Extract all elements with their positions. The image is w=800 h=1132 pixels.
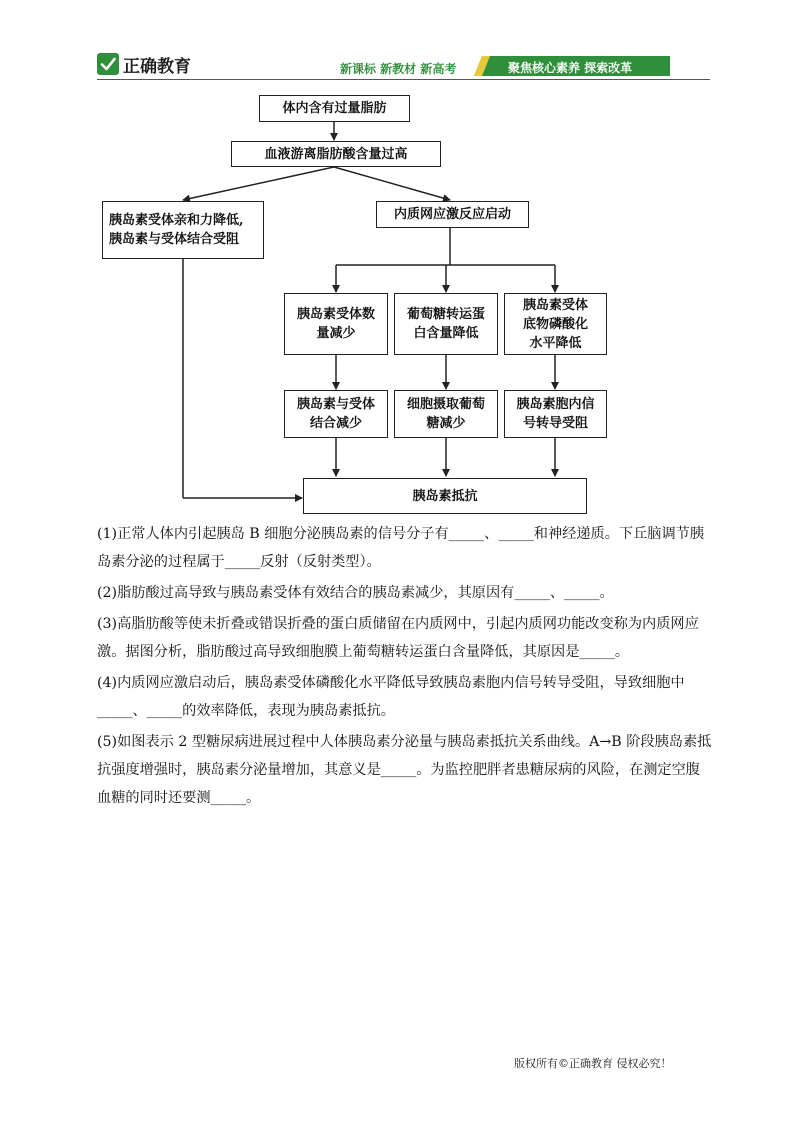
box-label-line: 胰岛素与受体结合受阻 (109, 232, 240, 247)
box-signal-transduction (504, 390, 607, 438)
box-label: 血液游离脂肪酸含量过高 (264, 146, 408, 162)
logo-text: 正确教育 (123, 56, 191, 77)
box-label: 体内含有过量脂肪 (282, 101, 387, 116)
box-glucose-uptake (394, 390, 498, 438)
box-label-line: 结合减少 (309, 416, 362, 431)
box-glucose-transporter (394, 293, 498, 355)
box-label-line: 胰岛素胞内信 (516, 397, 595, 412)
box-label-line: 胰岛素受体亲和力降低, (109, 213, 244, 228)
box-excess-fat (259, 95, 410, 122)
box-label-line: 量减少 (316, 326, 356, 341)
flowchart-connectors (0, 0, 800, 520)
box-label-line: 号转导受阻 (522, 416, 588, 431)
question-1: (1)正常人体内引起胰岛 B 细胞分泌胰岛素的信号分子有_____、_____和神经递质。下丘脑调节胰岛素分泌的过程属于_____反射（反射类型）。 (97, 526, 705, 570)
question-list (97, 520, 712, 815)
box-substrate-phosphorylation (504, 293, 607, 355)
question-5: (5)如图表示 2 型糖尿病进展过程中人体胰岛素分泌量与胰岛素抵抗关系曲线。A→B 阶段胰岛素抵抗强度增强时，胰岛素分泌量增加，其意义是_____。为监控肥胖者患糖尿病的风险，在测定空腹血糖的同时还要测_____。 (97, 734, 712, 806)
box-label-line: 胰岛素受体 (522, 297, 588, 313)
box-label-line: 胰岛素与受体 (296, 397, 375, 412)
box-binding-decrease (284, 390, 388, 438)
question-3: (3)高脂肪酸等使未折叠或错误折叠的蛋白质储留在内质网中，引起内质网功能改变称为内质网应激。据图分析，脂肪酸过高导致细胞膜上葡萄糖转运蛋白含量降低，其原因是_____。 (97, 616, 699, 660)
box-free-fatty-acid (231, 141, 441, 167)
box-label-line: 胰岛素受体数 (296, 307, 375, 322)
box-label-line: 白含量降低 (413, 326, 479, 341)
question-2: (2)脂肪酸过高导致与胰岛素受体有效结合的胰岛素减少，其原因有_____、_____。 (97, 585, 614, 601)
copyright-footer: 版权所有©正确教育 侵权必究！ (514, 1057, 672, 1070)
header-banner-text: 聚焦核心素养 探索改革 (508, 61, 633, 75)
box-receptor-count (284, 293, 388, 355)
box-label: 胰岛素抵抗 (412, 488, 478, 504)
box-receptor-affinity (102, 201, 264, 259)
question-4: (4)内质网应激启动后，胰岛素受体磷酸化水平降低导致胰岛素胞内信号转导受阻，导致细胞中_____、_____的效率降低，表现为胰岛素抵抗。 (97, 675, 685, 719)
box-label-line: 水平降低 (529, 335, 582, 351)
box-label-line: 糖减少 (426, 416, 466, 431)
box-label-line: 底物磷酸化 (522, 316, 588, 332)
box-insulin-resistance (303, 478, 587, 514)
box-label-line: 细胞摄取葡萄 (406, 397, 485, 412)
box-label-line: 葡萄糖转运蛋 (406, 307, 485, 322)
header-slogan: 新课标 新教材 新高考 (340, 62, 457, 76)
box-er-stress (376, 201, 529, 228)
box-label: 内质网应激反应启动 (393, 207, 511, 222)
